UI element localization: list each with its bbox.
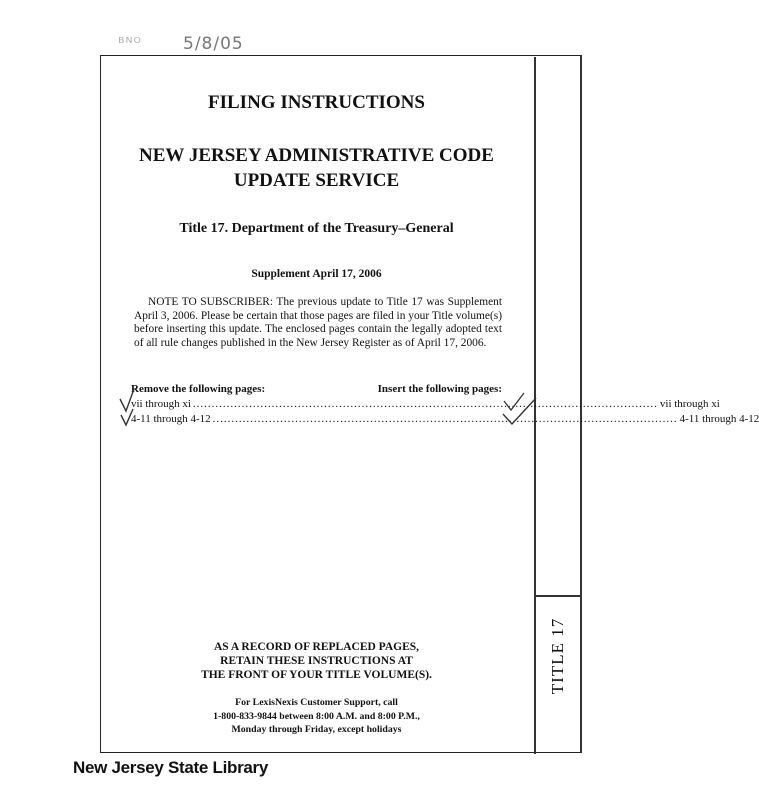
handwritten-date: 5/8/05 <box>183 34 244 54</box>
customer-support <box>103 696 530 737</box>
title-tab <box>541 606 575 706</box>
remove-pages-header: Remove the following pages: <box>131 383 266 395</box>
checkmark-icon <box>502 383 542 433</box>
handwritten-initials: ᴮᴺᴼ <box>118 34 142 52</box>
leader-dots: ............................................................................................................................ <box>192 398 658 410</box>
code-title-line-2: UPDATE SERVICE <box>233 170 400 191</box>
remove-pages-value: 4-11 through 4-12 <box>131 413 211 425</box>
code-title <box>103 143 530 193</box>
record-line-3: THE FRONT OF YOUR TITLE VOLUME(S). <box>201 669 432 681</box>
insert-pages-value: 4-11 through 4-12 <box>679 413 759 425</box>
record-notice <box>103 640 530 682</box>
code-title-line-1: NEW JERSEY ADMINISTRATIVE CODE <box>139 145 494 166</box>
remove-pages-value: vii through xi <box>131 398 191 410</box>
support-line-3: Monday through Friday, except holidays <box>231 724 402 735</box>
filing-title: FILING INSTRUCTIONS <box>208 92 425 113</box>
record-line-2: RETAIN THESE INSTRUCTIONS AT <box>220 655 413 667</box>
support-line-2: 1-800-833-9844 between 8:00 A.M. and 8:00 P.M., <box>213 710 420 722</box>
subscriber-note <box>134 296 502 350</box>
subscriber-note-text: NOTE TO SUBSCRIBER: The previous update to Title 17 was Supplement April 3, 2006. Please be certain that those pages are filed in your Title volume(s) before inserting this update. The enclosed pages contain the legally adopted text of all rule changes published in the New Jersey Register as of April 17, 2006. <box>134 296 502 349</box>
support-line-1: For LexisNexis Customer Support, call <box>235 697 398 708</box>
checkmark-icon <box>118 385 138 430</box>
page-row <box>131 398 720 410</box>
leader-dots: ............................................................................................................................ <box>212 413 678 425</box>
insert-pages-value: vii through xi <box>659 398 720 410</box>
insert-pages-header: Insert the following pages: <box>377 383 502 395</box>
title-tab-label: TITLE 17 <box>548 617 568 695</box>
supplement-date: Supplement April 17, 2006 <box>251 268 382 280</box>
page-row <box>131 413 759 425</box>
library-stamp: New Jersey State Library <box>73 758 269 777</box>
title-heading: Title 17. Department of the Treasury–General <box>179 221 454 236</box>
tab-top-border <box>534 595 581 597</box>
record-line-1: AS A RECORD OF REPLACED PAGES, <box>213 641 420 653</box>
